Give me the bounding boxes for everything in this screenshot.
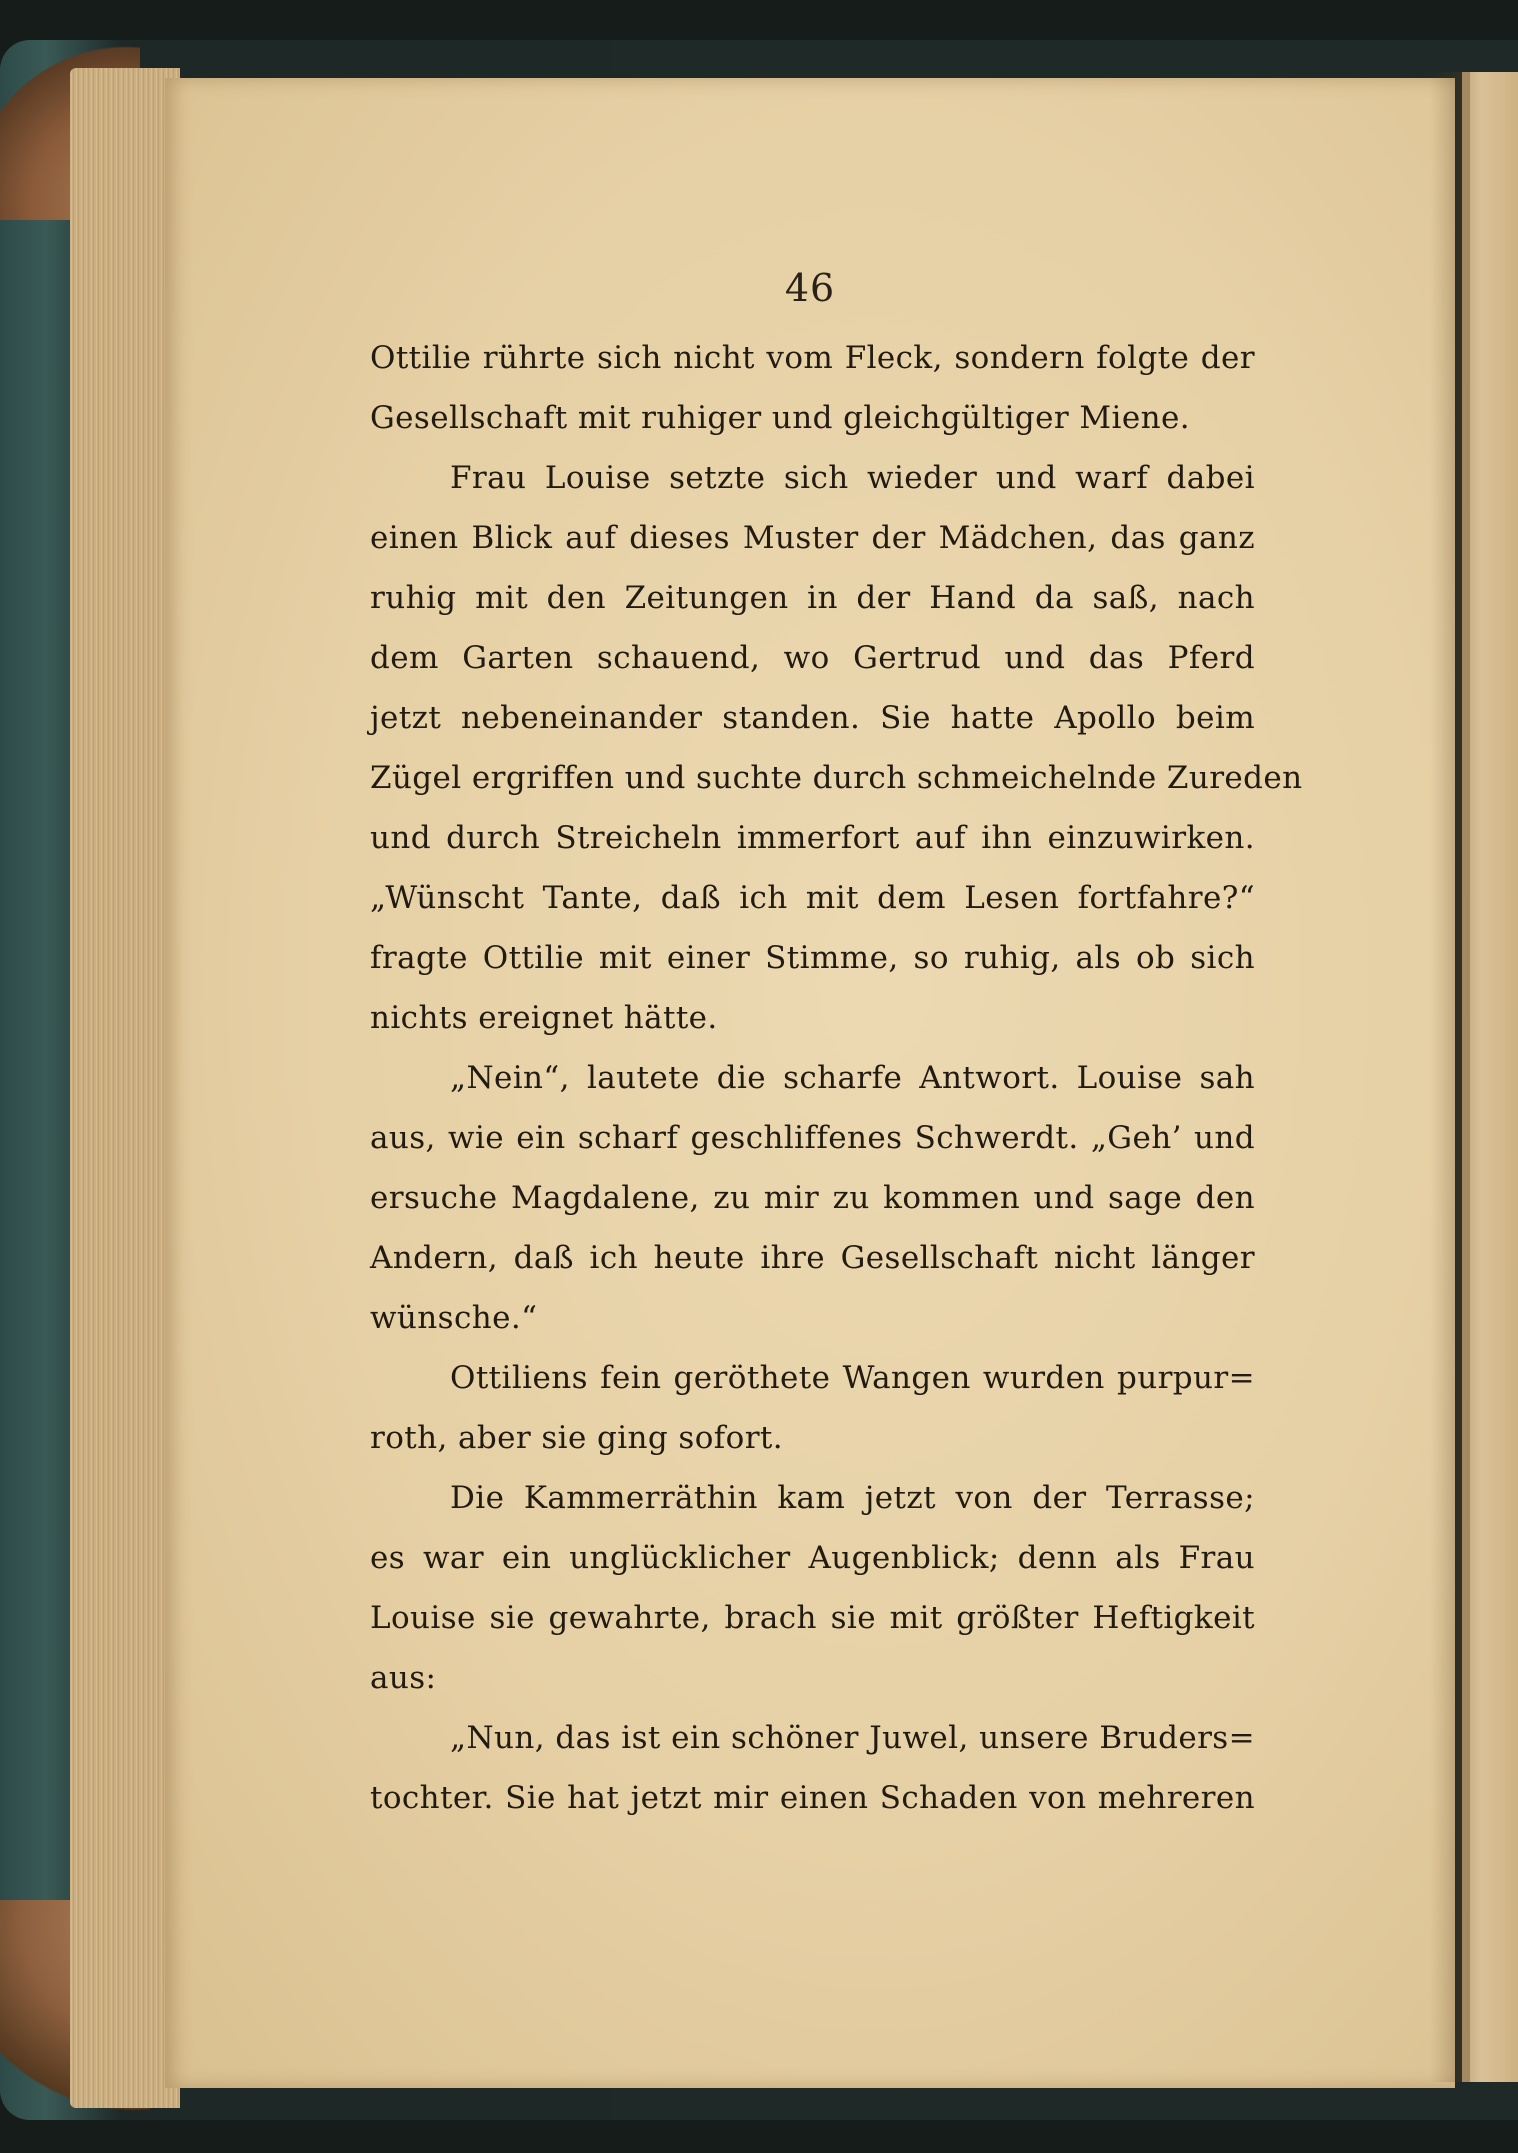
text-line: nichts ereignet hätte. [370, 1000, 718, 1036]
text-line: Ottiliens fein geröthete Wangen wurden purpur= [450, 1360, 1255, 1396]
book-page [165, 78, 1455, 2088]
text-line: Gesellschaft mit ruhiger und gleichgültiger Miene. [370, 400, 1190, 436]
text-line: fragte Ottilie mit einer Stimme, so ruhig, als ob sich [370, 940, 1255, 976]
body-text [370, 328, 1303, 1828]
text-line: „Nun, das ist ein schöner Juwel, unsere Bruders= [450, 1720, 1255, 1756]
text-line: ruhig mit den Zeitungen in der Hand da saß, nach [370, 580, 1255, 616]
page-number: 46 [784, 266, 836, 310]
facing-page-edge [1462, 72, 1518, 2082]
text-line: Zügel ergriffen und suchte durch schmeichelnde Zureden [370, 760, 1303, 796]
text-line: und durch Streicheln immerfort auf ihn einzuwirken. [370, 820, 1255, 856]
text-line: einen Blick auf dieses Muster der Mädchen, das ganz [370, 520, 1255, 556]
text-line: Andern, daß ich heute ihre Gesellschaft nicht länger [370, 1240, 1255, 1276]
text-line: dem Garten schauend, wo Gertrud und das Pferd [370, 640, 1255, 676]
text-line: Frau Louise setzte sich wieder und warf dabei [450, 460, 1255, 496]
text-line: aus, wie ein scharf geschliffenes Schwerdt. „Geh’ und [370, 1120, 1255, 1156]
text-line: roth, aber sie ging sofort. [370, 1420, 784, 1456]
text-line: es war ein unglücklicher Augenblick; denn als Frau [370, 1540, 1255, 1576]
text-line: „Nein“, lautete die scharfe Antwort. Louise sah [450, 1060, 1255, 1096]
text-line: tochter. Sie hat jetzt mir einen Schaden von mehreren [370, 1780, 1255, 1816]
text-line: aus: [370, 1660, 437, 1696]
text-line: Die Kammerräthin kam jetzt von der Terrasse; [450, 1480, 1255, 1516]
text-line: jetzt nebeneinander standen. Sie hatte Apollo beim [370, 700, 1255, 736]
text-line: wünsche.“ [370, 1300, 538, 1336]
text-line: Ottilie rührte sich nicht vom Fleck, sondern folgte der [370, 340, 1255, 376]
stacked-page-edges [70, 68, 180, 2108]
text-line: Louise sie gewahrte, brach sie mit größter Heftigkeit [370, 1600, 1255, 1636]
text-line: ersuche Magdalene, zu mir zu kommen und sage den [370, 1180, 1255, 1216]
gutter-shadow [1430, 72, 1470, 2082]
text-line: „Wünscht Tante, daß ich mit dem Lesen fortfahre?“ [370, 880, 1255, 916]
